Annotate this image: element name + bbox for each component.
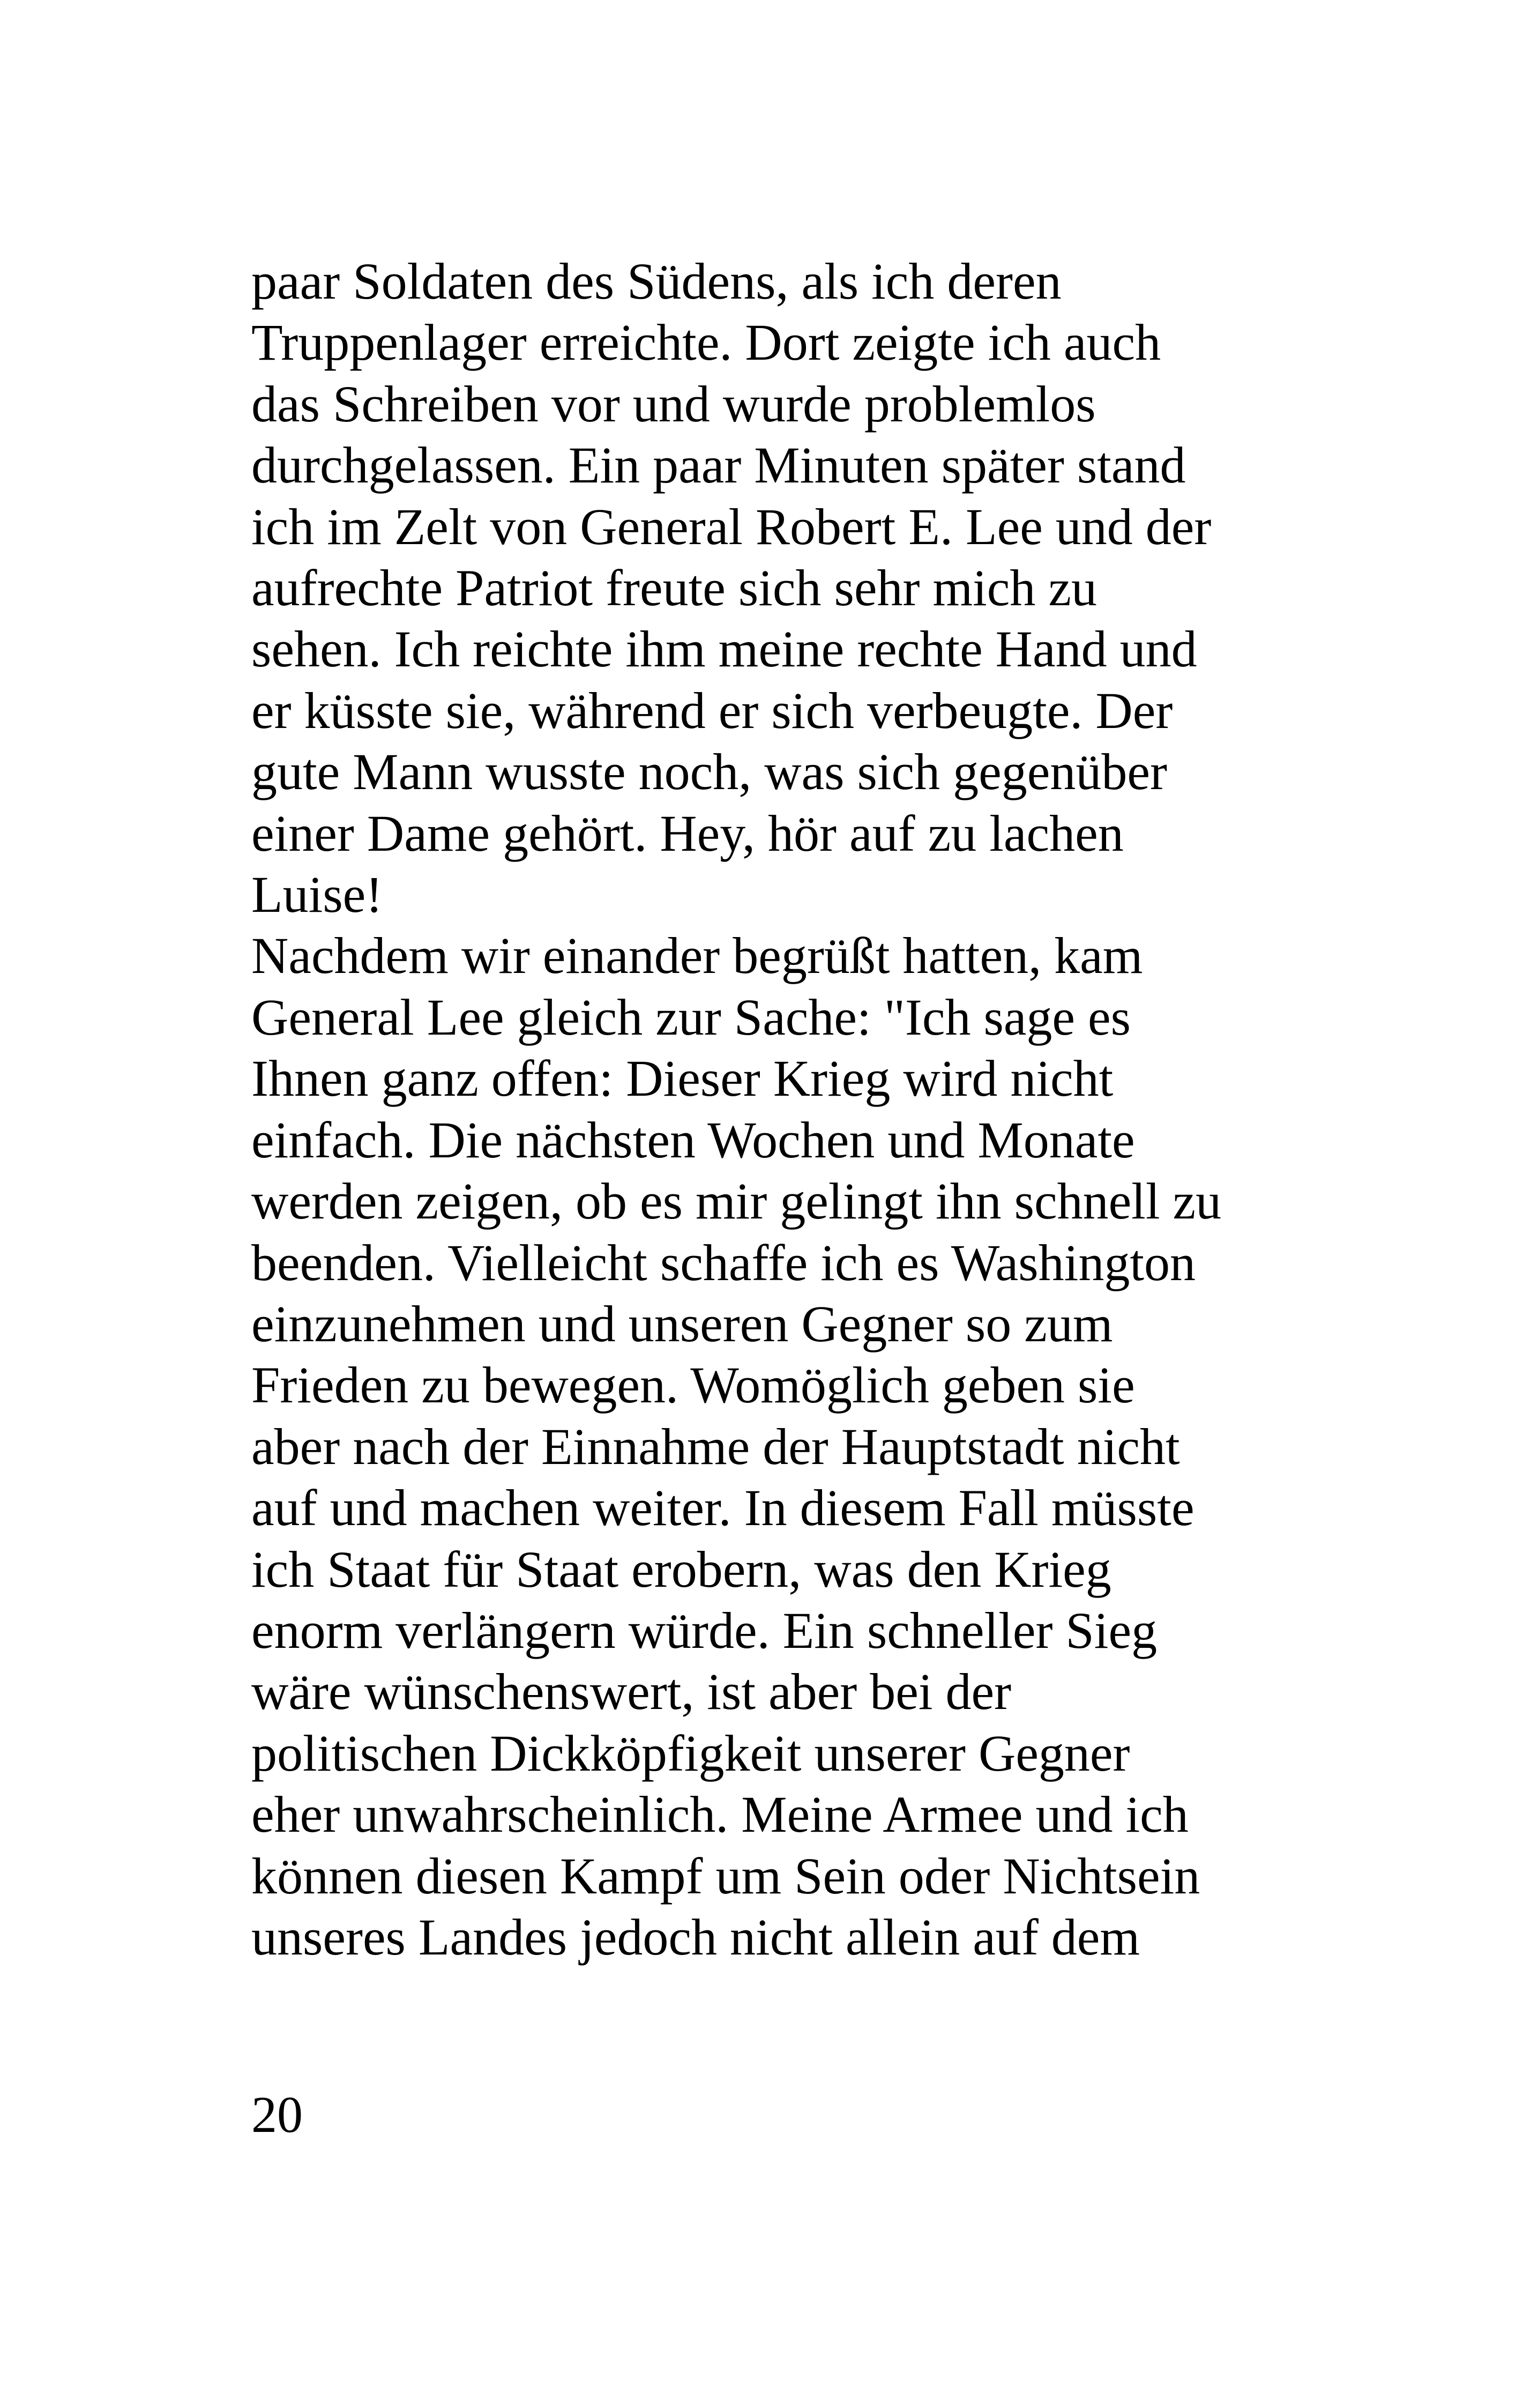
text-line: aufrechte Patriot freute sich sehr mich zu	[251, 559, 1097, 617]
text-line: Truppenlager erreichte. Dort zeigte ich auch	[251, 314, 1161, 371]
text-line: ich Staat für Staat erobern, was den Krieg	[251, 1540, 1111, 1598]
text-line: eher unwahrscheinlich. Meine Armee und ich	[251, 1786, 1189, 1844]
text-line: paar Soldaten des Südens, als ich deren	[251, 252, 1062, 310]
text-line: einzunehmen und unseren Gegner so zum	[251, 1295, 1113, 1352]
text-line: ich im Zelt von General Robert E. Lee und der	[251, 497, 1212, 555]
text-line: General Lee gleich zur Sache: "Ich sage es	[251, 988, 1131, 1046]
text-line: enorm verlängern würde. Ein schneller Sieg	[251, 1601, 1158, 1659]
text-line: werden zeigen, ob es mir gelingt ihn schnell zu	[251, 1172, 1222, 1230]
body-text	[251, 251, 1345, 1968]
text-line: wäre wünschenswert, ist aber bei der	[251, 1663, 1012, 1721]
text-line: auf und machen weiter. In diesem Fall müsste	[251, 1479, 1194, 1537]
text-line: gute Mann wusste noch, was sich gegenüber	[251, 743, 1167, 801]
text-line: das Schreiben vor und wurde problemlos	[251, 375, 1096, 433]
text-line: Ihnen ganz offen: Dieser Krieg wird nicht	[251, 1050, 1114, 1108]
text-line: aber nach der Einnahme der Hauptstadt nicht	[251, 1417, 1180, 1475]
page-number: 20	[251, 2086, 303, 2143]
text-line: sehen. Ich reichte ihm meine rechte Hand und	[251, 620, 1197, 678]
text-line: einer Dame gehört. Hey, hör auf zu lachen	[251, 804, 1124, 862]
text-line: Luise!	[251, 866, 383, 924]
text-line: er küsste sie, während er sich verbeugte. Der	[251, 681, 1173, 739]
text-line: durchgelassen. Ein paar Minuten später stand	[251, 436, 1186, 494]
text-line: beenden. Vielleicht schaffe ich es Washington	[251, 1233, 1196, 1291]
text-line: Nachdem wir einander begrüßt hatten, kam	[251, 927, 1143, 985]
text-line: Frieden zu bewegen. Womöglich geben sie	[251, 1356, 1135, 1414]
text-line: einfach. Die nächsten Wochen und Monate	[251, 1111, 1135, 1169]
text-line: können diesen Kampf um Sein oder Nichtsein	[251, 1847, 1200, 1905]
text-line: unseres Landes jedoch nicht allein auf dem	[251, 1908, 1140, 1966]
text-line: politischen Dickköpfigkeit unserer Gegner	[251, 1724, 1130, 1782]
